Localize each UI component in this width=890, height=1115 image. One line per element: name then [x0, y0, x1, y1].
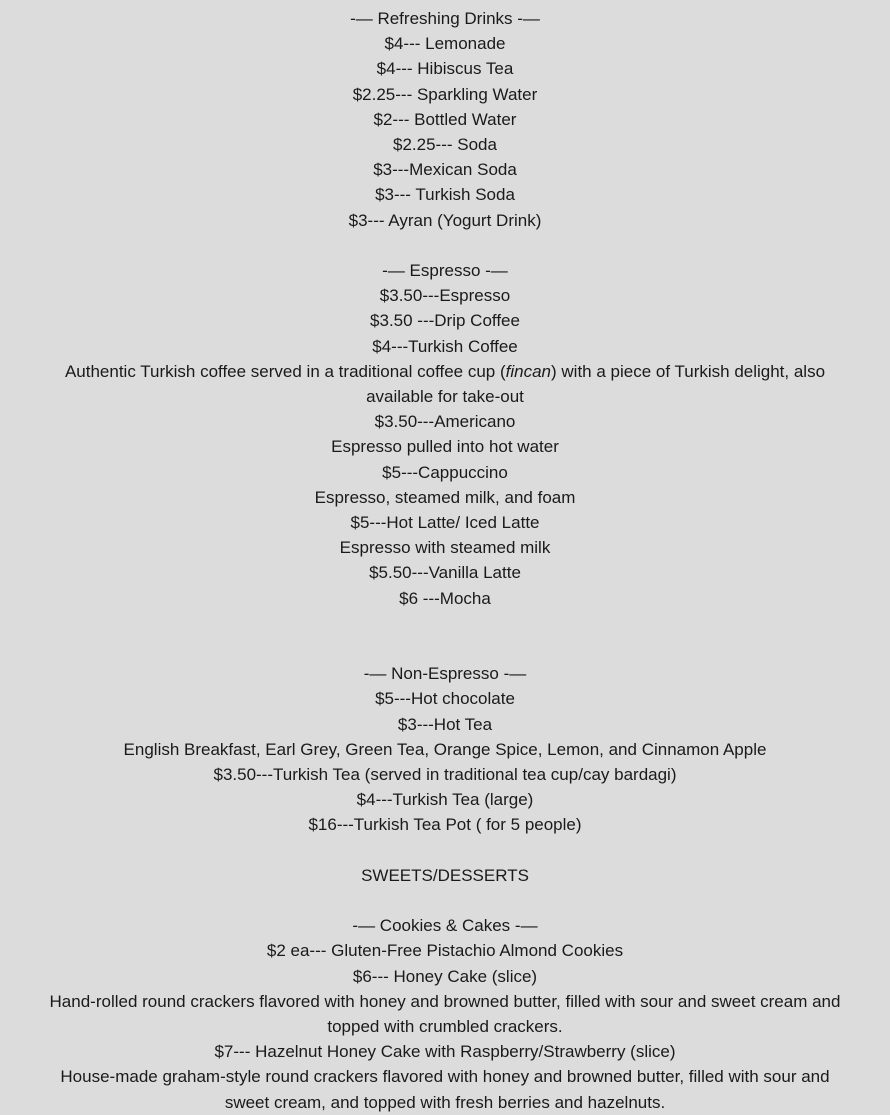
turkish-coffee-desc-part1: Authentic Turkish coffee served in a traditional coffee cup (	[64, 361, 506, 381]
menu-item-lemonade: $4--- Lemonade	[384, 34, 506, 54]
americano-description: Espresso pulled into hot water	[331, 437, 559, 457]
section-header-espresso: -— Espresso -—	[382, 261, 508, 281]
sweets-desserts-title: SWEETS/DESSERTS	[361, 865, 529, 885]
menu-document	[0, 6, 890, 1115]
menu-item-cappuccino: $5---Cappuccino	[382, 462, 508, 482]
menu-item-pistachio-cookies: $2 ea--- Gluten-Free Pistachio Almond Cookies	[266, 941, 624, 961]
hot-tea-description: English Breakfast, Earl Grey, Green Tea, Orange Spice, Lemon, and Cinnamon Apple	[123, 739, 767, 759]
menu-item-sparkling-water: $2.25--- Sparkling Water	[352, 84, 538, 104]
menu-item-hot-tea: $3---Hot Tea	[397, 714, 493, 734]
menu-item-americano: $3.50---Americano	[374, 412, 516, 432]
turkish-coffee-desc-italic: fincan	[505, 361, 552, 381]
section-header-non-espresso: -— Non-Espresso -—	[363, 664, 527, 684]
menu-item-vanilla-latte: $5.50---Vanilla Latte	[369, 563, 521, 583]
spacer	[0, 838, 890, 863]
menu-item-turkish-coffee: $4---Turkish Coffee	[372, 336, 518, 356]
menu-item-espresso: $3.50---Espresso	[379, 286, 511, 306]
cappuccino-description: Espresso, steamed milk, and foam	[314, 487, 576, 507]
turkish-coffee-desc-part2: ) with a piece of Turkish delight, also available for take-out	[366, 361, 826, 407]
menu-item-hibiscus-tea: $4--- Hibiscus Tea	[376, 59, 514, 79]
menu-item-soda: $2.25--- Soda	[393, 135, 497, 155]
turkish-coffee-description	[45, 359, 845, 409]
menu-item-latte: $5---Hot Latte/ Iced Latte	[350, 513, 540, 533]
menu-item-bottled-water: $2--- Bottled Water	[373, 109, 517, 129]
menu-item-turkish-tea-large: $4---Turkish Tea (large)	[356, 790, 534, 810]
section-header-refreshing-drinks: -— Refreshing Drinks -—	[350, 9, 540, 28]
menu-item-hot-chocolate: $5---Hot chocolate	[375, 689, 515, 709]
menu-item-turkish-soda: $3--- Turkish Soda	[375, 185, 515, 205]
menu-item-turkish-tea-pot: $16---Turkish Tea Pot ( for 5 people)	[308, 815, 582, 835]
menu-item-mexican-soda: $3---Mexican Soda	[373, 160, 517, 180]
menu-item-drip-coffee: $3.50 ---Drip Coffee	[370, 311, 520, 331]
menu-item-ayran: $3--- Ayran (Yogurt Drink)	[348, 210, 542, 230]
spacer	[0, 611, 890, 661]
hazelnut-cake-description: House-made graham-style round crackers flavored with honey and browned butter, filled with sour and sweet cream, and topped with fresh berries and hazelnuts.	[60, 1067, 830, 1112]
honey-cake-description: Hand-rolled round crackers flavored with honey and browned butter, filled with sour and sweet cream and topped with crumbled crackers.	[49, 991, 841, 1037]
menu-item-mocha: $6 ---Mocha	[399, 588, 491, 608]
menu-item-hazelnut-honey-cake: $7--- Hazelnut Honey Cake with Raspberry/Strawberry (slice)	[214, 1042, 676, 1062]
latte-description: Espresso with steamed milk	[339, 538, 551, 558]
menu-item-honey-cake: $6--- Honey Cake (slice)	[352, 966, 538, 986]
section-header-cookies-cakes: -— Cookies & Cakes -—	[352, 916, 538, 936]
spacer	[0, 888, 890, 913]
spacer	[0, 233, 890, 258]
menu-item-turkish-tea: $3.50---Turkish Tea (served in traditional tea cup/cay bardagi)	[213, 765, 677, 785]
